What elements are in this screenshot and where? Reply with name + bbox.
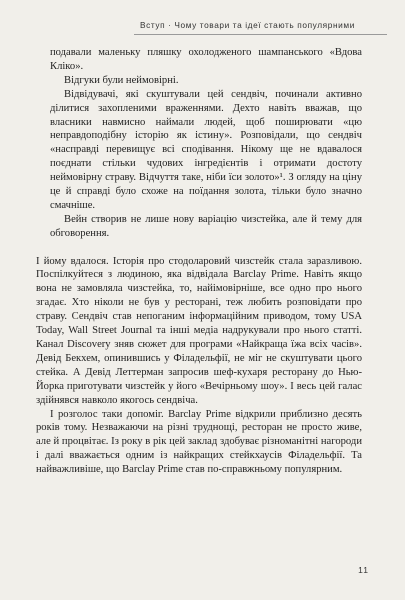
body-text bbox=[36, 46, 362, 477]
main-paragraph: І йому вдалося. Історія про стодоларовий чизстейк стала заразливою. Поспілкуйтеся з людиною, яка відвідала Barclay Prime. Навіть якщо вона не замовляла чизстейка, то, найімовірніше, все одно про нього згадає. Хто ніколи не був у ресторані, теж любить розповідати про страву. Сендвіч став непоганим інформаційним приводом, тому USA Today, Wall Street Journal та інші медіа надрукували про нього статті. Канал Discovery зняв сюжет для програми «Найкраща їжа всіх часів». Девід Бекхем, опинившись у Філадельфії, не міг не скуштувати цього стейка. А Девід Леттерман запросив шеф-кухаря ресторану до Нью-Йорка приготувати чизстейк у його «Вечірньому шоу». І весь цей галас здійнявся навколо якогось сендвіча. bbox=[36, 255, 362, 406]
main-paragraph: І розголос таки допоміг. Barclay Prime відкрили приблизно десять років тому. Незважаючи на різні труднощі, ресторан не просто живе, але й процвітає. Із року в рік цей заклад здобуває різноманітні нагороди і далі вважається одним із найкращих стейкхаусів Філадельфії. Та найважливіше, що Barclay Prime став по-справжньому популярним. bbox=[36, 408, 362, 476]
quote-paragraph: Відвідувачі, які скуштували цей сендвіч, починали активно ділитися захопленими враженнями. Дехто навіть вважав, що власники навмисно наймали людей, щоб поширювати «цю неправдоподібну історію як істину». Розповідали, що сендвіч «насправді перевищує всі сподівання. Нікому ще не вдавалося поєднати стільки чудових інгредієнтів і отримати достоту неймовірну страву. Відчуття таке, ніби їси золото»¹. З огляду на ціну це й справді було схоже на поїдання золота, тільки було значно смачніше. bbox=[50, 88, 362, 211]
page-number: 11 bbox=[358, 565, 369, 575]
quote-paragraph: подавали маленьку пляшку охолодженого шампанського «Вдова Кліко». bbox=[50, 47, 362, 72]
quote-paragraph: Вейн створив не лише нову варіацію чизстейка, але й тему для обговорення. bbox=[50, 213, 362, 239]
block-quote bbox=[50, 46, 362, 241]
running-header: Вступ · Чому товари та ідеї стають популярними bbox=[140, 20, 387, 30]
quote-paragraph: Відгуки були неймовірні. bbox=[64, 74, 179, 86]
